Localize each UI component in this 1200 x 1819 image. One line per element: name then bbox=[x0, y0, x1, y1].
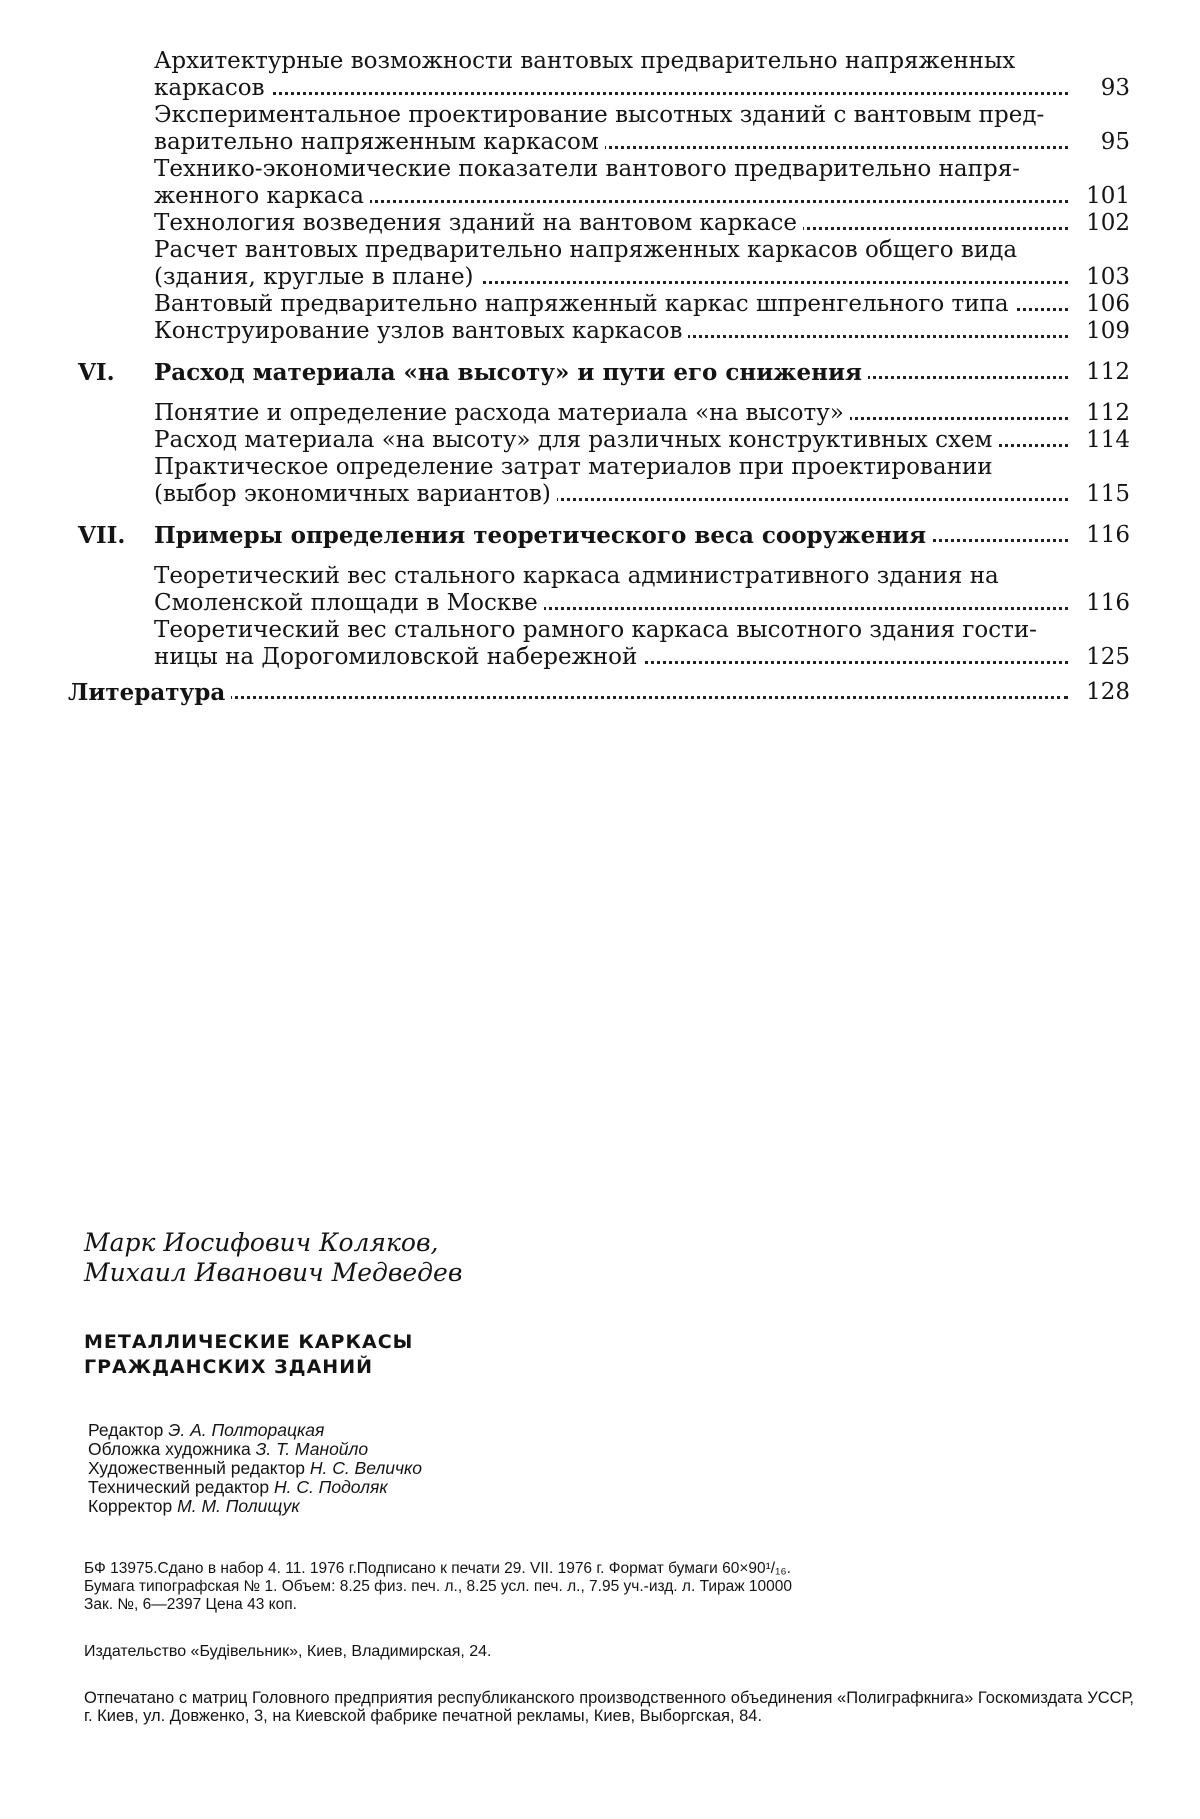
toc-entry-text: женного каркаса bbox=[154, 183, 370, 209]
toc-entry-text: Вантовый предварительно напряженный каркас шпренгельного типа bbox=[154, 291, 1015, 317]
book-title-line: ГРАЖДАНСКИХ ЗДАНИЙ bbox=[84, 1356, 373, 1378]
toc-page-number: 106 bbox=[1070, 291, 1130, 318]
toc-entry bbox=[80, 237, 1130, 291]
toc-section-number: VII. bbox=[78, 522, 126, 549]
imprint-line: БФ 13975.Сдано в набор 4. 11. 1976 г.Подписано к печати 29. VII. 1976 г. Формат бумаги 60×90¹/₁₆. bbox=[84, 1560, 791, 1577]
toc-entry-text: Теоретический вес стального рамного каркаса высотного здания гости- bbox=[154, 617, 1043, 643]
toc-page-number: 95 bbox=[1070, 129, 1130, 156]
toc-entry-text: Конструирование узлов вантовых каркасов bbox=[154, 318, 688, 344]
toc-section-title: Расход материала «на высоту» и пути его снижения bbox=[154, 359, 868, 386]
toc-section bbox=[80, 522, 1130, 549]
toc-page-number: 128 bbox=[1070, 679, 1130, 706]
toc-entry bbox=[80, 427, 1130, 454]
toc-entry-text: (здания, круглые в плане) bbox=[154, 264, 480, 290]
toc-page-number: 102 bbox=[1070, 210, 1130, 237]
toc-section bbox=[80, 359, 1130, 386]
toc-entry bbox=[80, 156, 1130, 210]
toc-entry-text: Экспериментальное проектирование высотных зданий с вантовым пред- bbox=[154, 102, 1050, 128]
credit-label: Художественный редактор bbox=[88, 1458, 305, 1478]
toc-page-number: 112 bbox=[1070, 400, 1130, 427]
toc-page-number: 114 bbox=[1070, 427, 1130, 454]
toc-entry bbox=[80, 102, 1130, 156]
author-name: Михаил Иванович Медведев bbox=[84, 1258, 463, 1287]
credit-row bbox=[88, 1497, 422, 1516]
toc-entry bbox=[80, 400, 1130, 427]
credit-label: Технический редактор bbox=[88, 1477, 270, 1497]
credit-name: Н. С. Подоляк bbox=[273, 1477, 388, 1497]
printer-info: Отпечатано с матриц Головного предприятия республиканского производственного объединения «Полиграфкнига» Госкомиздата УССР, г. Киев, ул. Довженко, 3, на Киевской фабрике печатной рекламы, Киев, Выборгская, 84. bbox=[84, 1689, 1134, 1725]
toc-page-number: 101 bbox=[1070, 183, 1130, 210]
credit-name: З. Т. Манойло bbox=[255, 1439, 369, 1459]
credit-row bbox=[88, 1421, 422, 1440]
toc-section-number: VI. bbox=[78, 359, 115, 386]
credit-label: Редактор bbox=[88, 1420, 164, 1440]
credit-label: Корректор bbox=[88, 1496, 173, 1516]
toc-literature-title: Литература bbox=[68, 679, 231, 706]
credit-name: Н. С. Величко bbox=[309, 1458, 423, 1478]
credit-row bbox=[88, 1440, 422, 1459]
toc-page-number: 109 bbox=[1070, 318, 1130, 345]
toc-entry-text: Архитектурные возможности вантовых предварительно напряженных bbox=[154, 48, 1021, 74]
imprint-line: Зак. №, 6—2397 Цена 43 коп. bbox=[84, 1596, 297, 1613]
toc-entry bbox=[80, 617, 1130, 671]
toc-page-number: 103 bbox=[1070, 264, 1130, 291]
toc-section-title: Примеры определения теоретического веса сооружения bbox=[154, 522, 932, 549]
credit-name: М. М. Полищук bbox=[177, 1496, 300, 1516]
toc-entry-text: Практическое определение затрат материалов при проектировании bbox=[154, 454, 999, 480]
toc-entry bbox=[80, 210, 1130, 237]
toc-page-number: 112 bbox=[1070, 359, 1130, 386]
book-title-line: МЕТАЛЛИЧЕСКИЕ КАРКАСЫ bbox=[84, 1331, 414, 1353]
toc-entry bbox=[80, 318, 1130, 345]
toc-entry bbox=[80, 291, 1130, 318]
toc-entry-text: Расход материала «на высоту» для различных конструктивных схем bbox=[154, 427, 998, 453]
toc-page-number: 116 bbox=[1070, 590, 1130, 617]
publisher-info: Издательство «Будівельник», Киев, Владимирская, 24. bbox=[84, 1643, 492, 1660]
imprint-line: Бумага типографская № 1. Объем: 8.25 физ. печ. л., 8.25 усл. печ. л., 7.95 уч.-изд. л. Тираж 10000 bbox=[84, 1578, 793, 1595]
credit-label: Обложка художника bbox=[88, 1439, 251, 1459]
toc-entry-text: варительно напряженным каркасом bbox=[154, 129, 605, 155]
toc-section bbox=[68, 679, 1130, 706]
author-name: Марк Иосифович Коляков, bbox=[84, 1228, 439, 1257]
toc-entry-text: Технология возведения зданий на вантовом каркасе bbox=[154, 210, 803, 236]
toc-entry bbox=[80, 48, 1130, 102]
toc-page-number: 125 bbox=[1070, 644, 1130, 671]
table-of-contents bbox=[68, 48, 1130, 706]
toc-entry-text: каркасов bbox=[154, 75, 271, 101]
toc-entry-text: ницы на Дорогомиловской набережной bbox=[154, 644, 643, 670]
credits bbox=[88, 1421, 422, 1516]
toc-page-number: 115 bbox=[1070, 481, 1130, 508]
toc-entry-text: Теоретический вес стального каркаса административного здания на bbox=[154, 563, 1005, 589]
credit-name: Э. А. Полторацкая bbox=[168, 1420, 325, 1440]
toc-entry-text: (выбор экономичных вариантов) bbox=[154, 481, 557, 507]
toc-entry-text: Понятие и определение расхода материала «на высоту» bbox=[154, 400, 850, 426]
toc-entry bbox=[80, 454, 1130, 508]
toc-page-number: 116 bbox=[1070, 522, 1130, 549]
book-title bbox=[84, 1330, 413, 1380]
authors bbox=[84, 1228, 462, 1288]
credit-row bbox=[88, 1478, 422, 1497]
toc-entry-text: Расчет вантовых предварительно напряженных каркасов общего вида bbox=[154, 237, 1023, 263]
toc-entry-text: Технико-экономические показатели вантового предварительно напря- bbox=[154, 156, 1026, 182]
credit-row bbox=[88, 1459, 422, 1478]
imprint bbox=[84, 1560, 1132, 1614]
toc-entry bbox=[80, 563, 1130, 617]
toc-entry-text: Смоленской площади в Москве bbox=[154, 590, 544, 616]
toc-page-number: 93 bbox=[1070, 75, 1130, 102]
